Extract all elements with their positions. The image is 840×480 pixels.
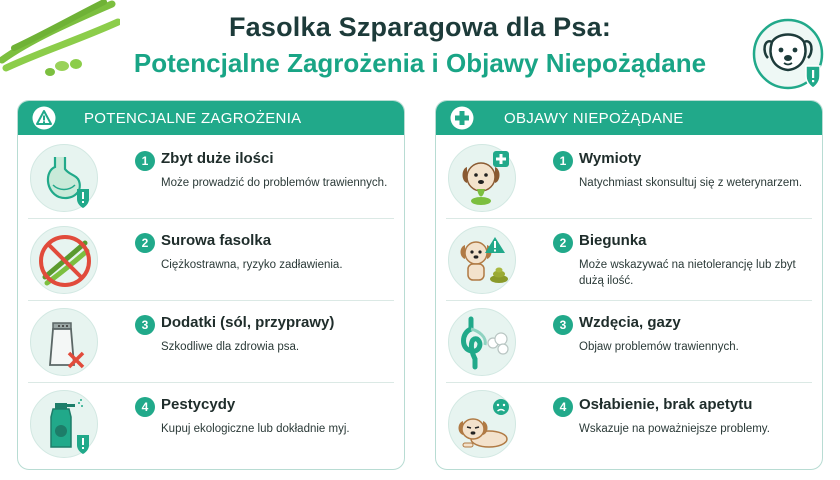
symptoms-panel bbox=[435, 100, 823, 470]
item-title: Wymioty bbox=[579, 150, 642, 167]
page-subtitle: Potencjalne Zagrożenia i Objawy Niepożądane bbox=[133, 48, 707, 78]
item-title: Dodatki (sól, przyprawy) bbox=[161, 314, 335, 331]
list-item bbox=[436, 219, 823, 301]
hazards-panel-header bbox=[18, 101, 404, 135]
item-description: Ciężkostrawna, ryzyko zadławienia. bbox=[161, 259, 343, 271]
hazards-panel bbox=[17, 100, 405, 470]
item-number: 4 bbox=[553, 397, 573, 417]
item-title: Pestycydy bbox=[161, 396, 236, 413]
item-number: 3 bbox=[135, 315, 155, 335]
item-title: Wzdęcia, gazy bbox=[579, 314, 681, 331]
item-description: Może wskazywać na nietolerancję lub zbyt dużą ilość. bbox=[579, 259, 796, 287]
intestine-gas-icon bbox=[448, 308, 516, 376]
dog-diarrhea-icon bbox=[448, 226, 516, 294]
item-description: Szkodliwe dla zdrowia psa. bbox=[161, 341, 300, 353]
header bbox=[0, 0, 840, 92]
item-title: Biegunka bbox=[579, 232, 647, 249]
dog-shield-icon bbox=[748, 16, 830, 94]
warning-triangle-icon bbox=[32, 106, 56, 130]
item-number: 4 bbox=[135, 397, 155, 417]
lying-sad-dog-icon bbox=[448, 390, 516, 458]
symptoms-panel-title: OBJAWY NIEPOŻĄDANE bbox=[504, 109, 684, 127]
item-description: Wskazuje na poważniejsze problemy. bbox=[579, 423, 770, 435]
stomach-warning-icon bbox=[30, 144, 98, 212]
item-number: 1 bbox=[553, 151, 573, 171]
vomiting-dog-icon bbox=[448, 144, 516, 212]
item-description: Kupuj ekologiczne lub dokładnie myj. bbox=[161, 423, 350, 435]
page-title: Fasolka Szparagowa dla Psa: bbox=[228, 12, 612, 42]
item-title: Osłabienie, brak apetytu bbox=[579, 396, 753, 413]
item-title: Zbyt duże ilości bbox=[161, 150, 274, 167]
list-item bbox=[436, 383, 823, 465]
medical-cross-icon bbox=[450, 106, 474, 130]
list-item bbox=[436, 137, 823, 219]
list-item bbox=[18, 383, 405, 465]
list-item bbox=[18, 137, 405, 219]
list-item bbox=[18, 301, 405, 383]
item-number: 2 bbox=[553, 233, 573, 253]
list-item bbox=[436, 301, 823, 383]
item-number: 3 bbox=[553, 315, 573, 335]
item-description: Objaw problemów trawiennych. bbox=[579, 341, 739, 353]
hazards-panel-title: POTENCJALNE ZAGROŻENIA bbox=[84, 109, 302, 127]
spray-bottle-warning-icon bbox=[30, 390, 98, 458]
item-number: 2 bbox=[135, 233, 155, 253]
item-title: Surowa fasolka bbox=[161, 232, 272, 249]
item-number: 1 bbox=[135, 151, 155, 171]
symptoms-panel-header bbox=[436, 101, 822, 135]
item-description: Może prowadzić do problemów trawiennych. bbox=[161, 177, 388, 189]
item-description: Natychmiast skonsultuj się z weterynarzem. bbox=[579, 177, 803, 189]
list-item bbox=[18, 219, 405, 301]
salt-shaker-cross-icon bbox=[30, 308, 98, 376]
raw-bean-prohibited-icon bbox=[30, 226, 98, 294]
